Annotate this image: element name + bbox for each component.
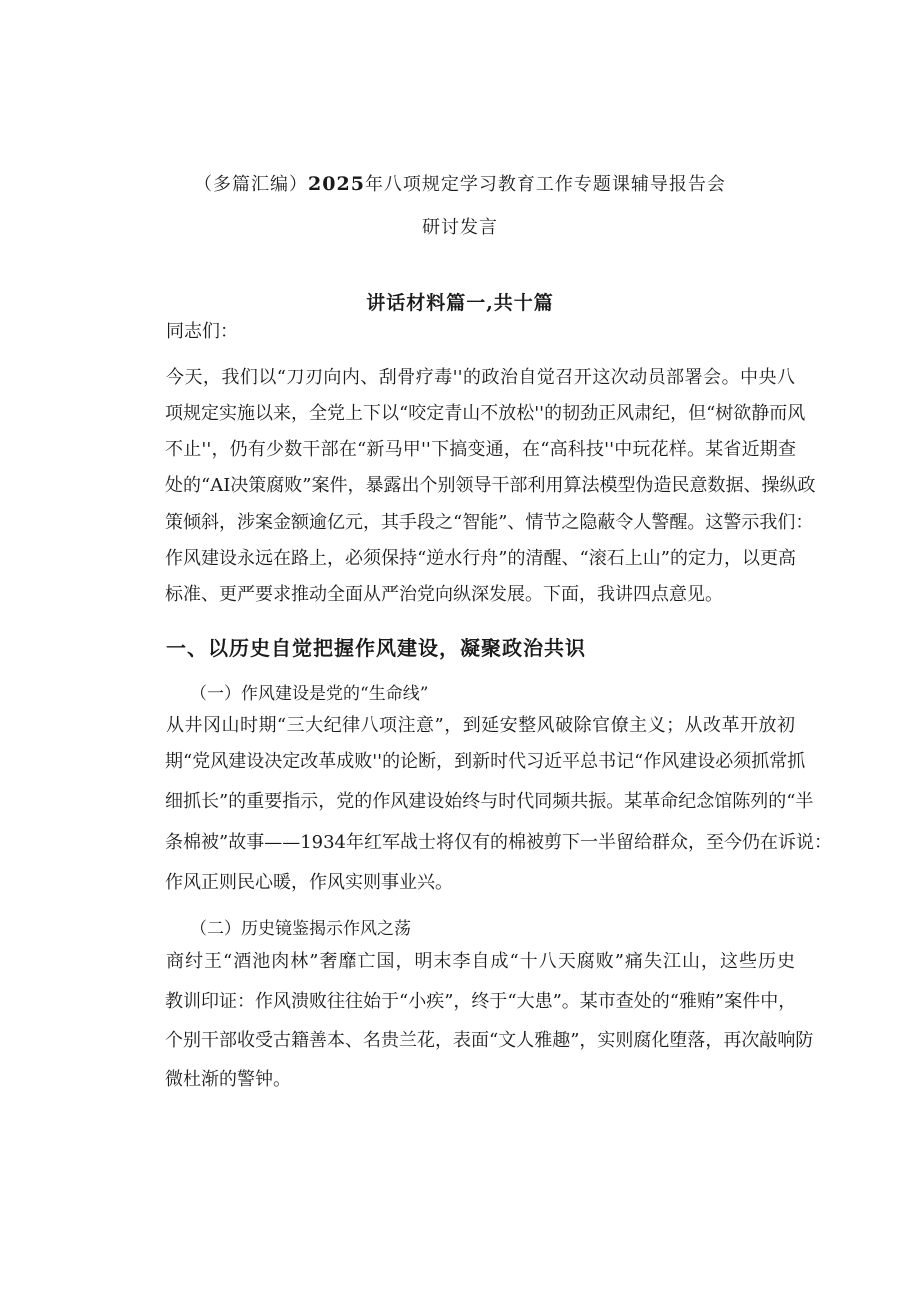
para3-line: 个别干部收受古籍善本、名贵兰花，表面“文人雅趣”，实则腐化堕落，再次敲响防 — [165, 1030, 814, 1051]
greeting: 同志们： — [166, 321, 238, 342]
para1-line: 不止''，仍有少数干部在“新马甲''下搞变通，在“高科技''中玩花样。某省近期查 — [165, 439, 796, 460]
para1-line: 标准、更严要求推动全面从严治党向纵深发展。下面，我讲四点意见。 — [165, 584, 723, 605]
para2-line: 细抓长”的重要指示，党的作风建设始终与时代同频共振。某革命纪念馆陈列的“半 — [165, 791, 814, 812]
para1-line: 处的“AI决策腐败”案件，暴露出个别领导干部利用算法模型伪造民意数据、操纵政 — [165, 475, 816, 496]
title-prefix: （多篇汇编） — [194, 174, 309, 195]
para1-line: 今天，我们以“刀刃向内、刮骨疗毒''的政治自觉召开这次动员部署会。中央八 — [166, 367, 795, 388]
para2-line: 条棉被”故事——1934年红军战士将仅有的棉被剪下一半留给群众，至今仍在诉说： — [165, 832, 833, 853]
title-year: 2025 — [308, 173, 365, 195]
title-rest: 年八项规定学习教育工作专题课辅导报告会 — [364, 174, 726, 195]
subheading-2: （二）历史镜鉴揭示作风之荡 — [190, 919, 411, 939]
heading-level1: 一、以历史自觉把握作风建设，凝聚政治共识 — [166, 636, 586, 660]
para1-line: 作风建设永远在路上，必须保持“逆水行舟”的清醒、“滚石上山”的定力，以更高 — [165, 548, 796, 569]
para2-line: 期“党风建设决定改革成败''的论断，到新时代习近平总书记“作风建设必须抓常抓 — [165, 751, 806, 772]
para3-line: 商纣王“酒池肉林”奢靡亡国，明末李自成“十八天腐败”痛失江山，这些历史 — [166, 951, 795, 972]
section-title: 讲话材料篇一,共十篇 — [366, 292, 554, 314]
document-title-line1 — [0, 170, 920, 196]
para2-line: 从井冈山时期“三大纪律八项注意”，到延安整风破除官僚主义；从改革开放初 — [166, 715, 795, 736]
para2-line: 作风正则民心暖，作风实则事业兴。 — [165, 872, 453, 893]
para1-line: 项规定实施以来，全党上下以“咬定青山不放松''的韧劲正风肃纪，但“树欲静而风 — [165, 403, 806, 424]
subheading-1: （一）作风建设是党的“生命线” — [190, 684, 429, 704]
para1-line: 策倾斜，涉案金额逾亿元，其手段之“智能”、情节之隐蔽令人警醒。这警示我们： — [165, 512, 814, 533]
document-title-line2: 研讨发言 — [422, 217, 498, 238]
para3-line: 微杜渐的警钟。 — [165, 1069, 291, 1090]
para3-line: 教训印证：作风溃败往往始于“小疾”，终于“大患”。某市查处的“雅贿”案件中， — [165, 991, 797, 1012]
